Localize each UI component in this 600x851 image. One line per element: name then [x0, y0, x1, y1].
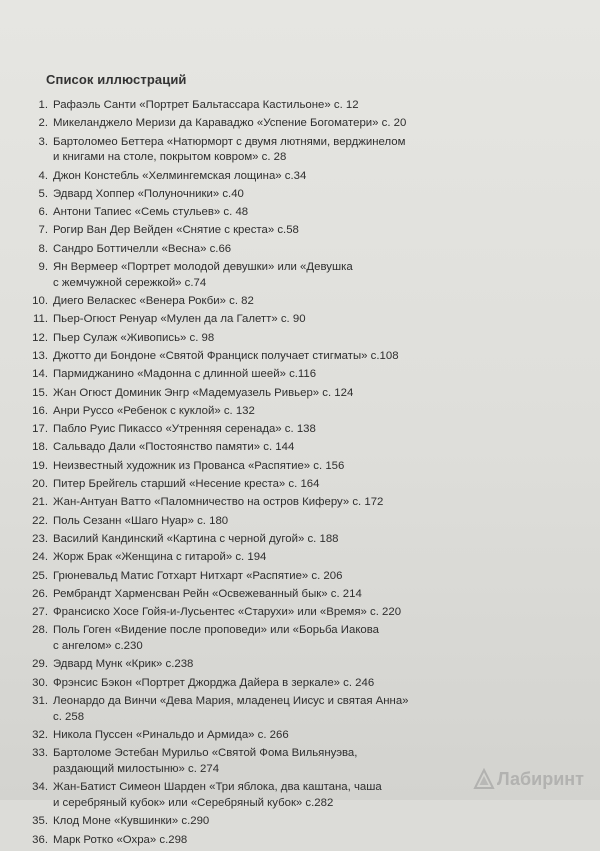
- item-number: 25.: [32, 569, 48, 582]
- item-number: 13.: [32, 349, 48, 362]
- item-text: Пьер-Огюст Ренуар «Мулен да ла Галетт» с. 90: [53, 313, 306, 326]
- item-number: 11.: [33, 313, 48, 326]
- list-item: [30, 532, 430, 548]
- list-item: [30, 440, 430, 456]
- item-text: Пабло Руис Пикассо «Утренняя серенада» с. 138: [53, 423, 316, 436]
- item-number: 21.: [32, 496, 48, 509]
- item-number: 26.: [32, 587, 48, 600]
- item-number: 2.: [38, 117, 48, 130]
- item-text: Ян Вермеер «Портрет молодой девушки» или «Девушка с жемчужной сережкой» с.74: [53, 261, 353, 289]
- item-number: 14.: [32, 368, 48, 381]
- list-item: [30, 495, 430, 511]
- item-number: 30.: [32, 676, 48, 689]
- item-number: 1.: [38, 99, 48, 111]
- item-text: Поль Гоген «Видение после проповеди» или «Борьба Иакова с ангелом» с.230: [53, 624, 380, 653]
- page-title: Список иллюстраций: [46, 72, 187, 87]
- item-text: Антони Тапиес «Семь стульев» с. 48: [53, 206, 249, 219]
- item-text: Диего Веласкес «Венера Рокби» с. 82: [53, 295, 254, 308]
- list-item: [30, 623, 430, 654]
- list-item: [30, 657, 430, 673]
- list-item: [30, 205, 430, 221]
- list-item: [30, 550, 430, 566]
- item-text: Клод Моне «Кувшинки» с.290: [53, 815, 210, 828]
- list-item: [30, 694, 430, 725]
- list-item: [30, 780, 430, 811]
- item-text: Поль Сезанн «Шаго Нуар» с. 180: [53, 514, 229, 527]
- list-item: [30, 422, 430, 438]
- list-item: [30, 514, 430, 530]
- item-text: Рафаэль Санти «Портрет Бальтассара Кастильоне» с. 12: [53, 99, 359, 111]
- item-number: 20.: [32, 478, 48, 491]
- item-number: 10.: [32, 295, 48, 308]
- list-item: [30, 569, 430, 585]
- list-item: [30, 312, 430, 328]
- item-number: 31.: [32, 695, 48, 708]
- item-number: 27.: [32, 606, 48, 619]
- item-number: 15.: [32, 386, 48, 399]
- item-number: 23.: [32, 532, 48, 545]
- item-text: Фрэнсис Бэкон «Портрет Джорджа Дайера в зеркале» с. 246: [53, 676, 375, 689]
- item-text: Рогир Ван Дер Вейден «Снятие с креста» с.58: [53, 224, 299, 237]
- item-number: 16.: [32, 404, 48, 417]
- illustration-list: [30, 98, 430, 851]
- item-text: Бартоломео Беттера «Натюрморт с двумя лютнями, верджинелом и книгами на столе, покрытом ковром» с. 28: [53, 135, 406, 164]
- list-item: [30, 260, 430, 291]
- list-item: [30, 349, 430, 365]
- list-item: [30, 605, 430, 621]
- list-item: [30, 223, 430, 239]
- list-item: [30, 331, 430, 347]
- watermark: [473, 768, 584, 790]
- list-item: [30, 98, 430, 114]
- item-text: Пьер Сулаж «Живопись» с. 98: [53, 331, 215, 344]
- item-number: 3.: [38, 135, 48, 148]
- item-text: Бартоломе Эстебан Мурильо «Святой Фома Вильянуэва, раздающий милостыню» с. 274: [53, 747, 358, 776]
- item-number: 6.: [38, 206, 48, 219]
- list-item: [30, 169, 430, 185]
- item-text: Пармиджанино «Мадонна с длинной шеей» с.116: [53, 368, 317, 381]
- list-item: [30, 386, 430, 402]
- list-item: [30, 294, 430, 310]
- item-number: 4.: [38, 169, 48, 182]
- list-item: [30, 459, 430, 475]
- item-text: Джотто ди Бондоне «Святой Франциск получает стигматы» с.108: [53, 349, 399, 362]
- list-item: [30, 587, 430, 603]
- list-item: [30, 676, 430, 692]
- list-item: [30, 814, 430, 830]
- list-item: [30, 728, 430, 744]
- item-text: Жан-Батист Симеон Шарден «Три яблока, два каштана, чаша и серебряный кубок» или «Серебряный кубок» с.282: [53, 781, 382, 810]
- item-text: Эдвард Мунк «Крик» с.238: [53, 658, 194, 671]
- item-text: Жан Огюст Доминик Энгр «Мадемуазель Ривьер» с. 124: [53, 386, 354, 399]
- item-text: Анри Руссо «Ребенок с куклой» с. 132: [53, 404, 255, 417]
- item-number: 5.: [38, 187, 48, 200]
- item-text: Никола Пуссен «Ринальдо и Армида» с. 266: [53, 729, 289, 742]
- item-number: 35.: [32, 815, 48, 828]
- item-text: Жан-Антуан Ватто «Паломничество на остров Киферу» с. 172: [53, 496, 384, 509]
- item-number: 22.: [32, 514, 48, 527]
- item-number: 9.: [38, 261, 48, 274]
- item-number: 8.: [38, 242, 48, 255]
- item-text: Эдвард Хоппер «Полуночники» с.40: [53, 187, 244, 200]
- list-item: [30, 135, 430, 166]
- item-number: 18.: [32, 441, 48, 454]
- item-number: 19.: [32, 459, 48, 472]
- item-number: 12.: [32, 331, 48, 344]
- item-number: 28.: [32, 624, 48, 637]
- item-number: 7.: [38, 224, 48, 237]
- item-text: Грюневальд Матис Готхарт Нитхарт «Распятие» с. 206: [53, 569, 343, 582]
- item-number: 17.: [32, 423, 48, 436]
- item-text: Сандро Боттичелли «Весна» с.66: [53, 242, 232, 255]
- list-item: [30, 404, 430, 420]
- item-number: 33.: [32, 747, 48, 760]
- item-text: Неизвестный художник из Прованса «Распятие» с. 156: [53, 459, 345, 472]
- list-item: [30, 746, 430, 777]
- list-item: [30, 367, 430, 383]
- item-number: 29.: [32, 658, 48, 671]
- item-text: Микеланджело Меризи да Караваджо «Успение Богоматери» с. 20: [53, 117, 407, 130]
- item-number: 36.: [32, 833, 48, 846]
- list-item: [30, 116, 430, 132]
- item-text: Сальвадо Дали «Постоянство памяти» с. 144: [53, 441, 295, 454]
- item-text: Жорж Брак «Женщина с гитарой» с. 194: [53, 551, 267, 564]
- item-number: 24.: [32, 551, 48, 564]
- list-item: [30, 833, 430, 849]
- item-text: Василий Кандинский «Картина с черной дугой» с. 188: [53, 532, 339, 545]
- item-text: Джон Констебль «Хелмингемская лощина» с.34: [53, 169, 307, 182]
- item-text: Рембрандт Харменсван Рейн «Освежеванный бык» с. 214: [53, 587, 362, 600]
- item-text: Питер Брейгель старший «Несение креста» с. 164: [53, 478, 320, 491]
- labyrinth-logo-icon: [473, 768, 495, 790]
- list-item: [30, 187, 430, 203]
- watermark-text: Лабиринт: [496, 768, 584, 789]
- item-number: 32.: [32, 729, 48, 742]
- item-text: Леонардо да Винчи «Дева Мария, младенец Иисус и святая Анна» с. 258: [53, 695, 409, 723]
- item-text: Марк Ротко «Охра» с.298: [53, 833, 188, 846]
- item-text: Франсиско Хосе Гойя-и-Лусьентес «Старухи» или «Время» с. 220: [53, 606, 402, 619]
- list-item: [30, 477, 430, 493]
- item-number: 34.: [32, 781, 48, 794]
- list-item: [30, 242, 430, 258]
